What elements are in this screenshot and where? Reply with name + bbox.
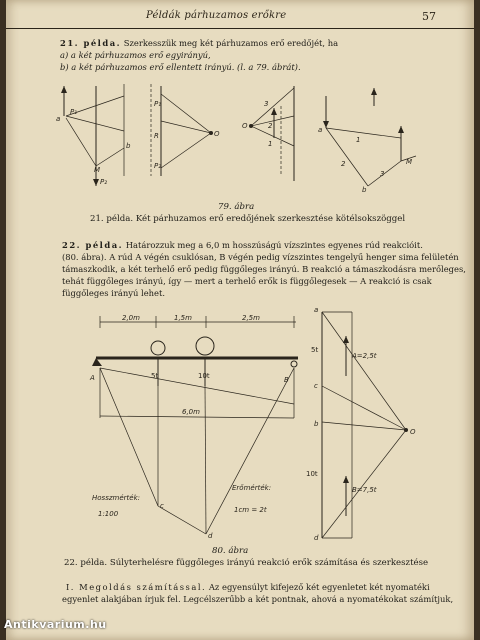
svg-text:1: 1 [356,136,361,144]
svg-text:2,5m: 2,5m [242,314,260,322]
svg-text:c: c [160,502,164,510]
fig80-scales [92,483,271,518]
svg-text:3: 3 [264,100,269,108]
running-title: Példák párhuzamos erőkre [146,10,287,21]
svg-text:R: R [154,132,159,140]
svg-text:1:100: 1:100 [98,510,119,518]
svg-text:Hosszmérték:: Hosszmérték: [92,494,140,502]
ex22-line-3: támaszkodik, a két terhelő erő pedig függőleges irányú. B reakció a támaszkodásra merőleges, [62,264,466,274]
ex21-line-2: a) a két párhuzamos erő egyirányú, [60,50,211,60]
ex22-line-2: (80. ábra). A rúd A végén csuklósan, B végén pedig vízszintes tengelyű henger sima felületén [62,252,459,262]
svg-text:A=2,5t: A=2,5t [352,352,377,360]
svg-text:2: 2 [341,160,346,168]
fig79-label-a: a [56,115,61,123]
svg-text:B: B [284,376,289,384]
svg-text:O: O [242,122,248,130]
ex21-line-3: b) a két párhuzamos erő ellentett irányú. (l. a 79. ábrát). [60,62,301,72]
svg-text:Erőmérték:: Erőmérték: [232,484,272,492]
svg-text:O: O [410,428,416,436]
running-header [6,8,474,29]
svg-text:a: a [314,306,319,314]
svg-text:P₂: P₂ [154,162,162,170]
ex22-line-1: 22. példa. Határozzuk meg a 6,0 m hosszúságú vízszintes egyenes rúd reakcióit. [62,240,423,250]
fig80-beam [89,337,298,386]
svg-text:O: O [214,130,220,138]
fig79-part-a [56,84,220,186]
ex22-line-5: függőleges irányú lehet. [62,288,166,298]
book-page [6,0,474,640]
svg-text:10t: 10t [198,372,210,380]
svg-text:5t: 5t [151,372,159,380]
svg-text:P₁: P₁ [70,108,78,116]
ex22-line-4: tehát függőleges irányú, így — mert a terhelő erők is függőlegesek — A reakció is csak [62,276,432,286]
fig80-force-polygon [306,306,416,542]
svg-text:P₂: P₂ [100,178,108,186]
svg-text:b: b [314,420,319,428]
page-number: 57 [422,10,436,23]
solution-line-1: I. Megoldás számítással. Az egyensúlyt kifejező két egyenletet két nyomatéki [66,582,430,592]
svg-text:M: M [406,158,413,166]
svg-text:2: 2 [268,122,273,130]
fig80-caption: 22. példa. Súlyterhelésre függőleges irányú reakció erők számítása és szerkesztése [64,558,429,568]
svg-text:P₁: P₁ [154,100,162,108]
svg-text:b: b [126,142,131,150]
svg-text:5t: 5t [311,346,319,354]
watermark: Antikvarium.hu [4,618,107,631]
svg-text:1: 1 [268,140,273,148]
fig79-caption: 21. példa. Két párhuzamos erő eredőjének szerkesztése kötélsokszöggel [90,214,406,224]
svg-text:6,0m: 6,0m [182,408,200,416]
fig79-part-b [242,86,416,194]
solution-line-2: egyenlet alakjában írjuk fel. Legcélszerűbb a két pontnak, ahová a nyomatékokat számítjuk, [62,594,454,604]
svg-text:B=7,5t: B=7,5t [352,486,377,494]
svg-text:1cm = 2t: 1cm = 2t [234,506,267,514]
svg-text:3: 3 [380,170,385,178]
svg-text:a: a [318,126,323,134]
svg-text:c: c [314,382,318,390]
figure-80 [6,306,474,546]
svg-text:d: d [208,532,213,540]
figure-79 [6,76,474,196]
fig79-number: 79. ábra [218,202,255,212]
ex21-line-1: 21. példa. Szerkesszük meg két párhuzamos erő eredőjét, ha [60,38,339,48]
svg-text:b: b [362,186,367,194]
fig80-dimensions [100,314,296,328]
svg-text:1,5m: 1,5m [174,314,192,322]
fig80-number: 80. ábra [212,546,249,556]
fig80-funicular [100,368,294,540]
svg-text:d: d [314,534,319,542]
svg-text:A: A [90,374,95,382]
svg-text:2,0m: 2,0m [122,314,140,322]
svg-text:10t: 10t [306,470,318,478]
svg-text:M: M [94,166,101,174]
